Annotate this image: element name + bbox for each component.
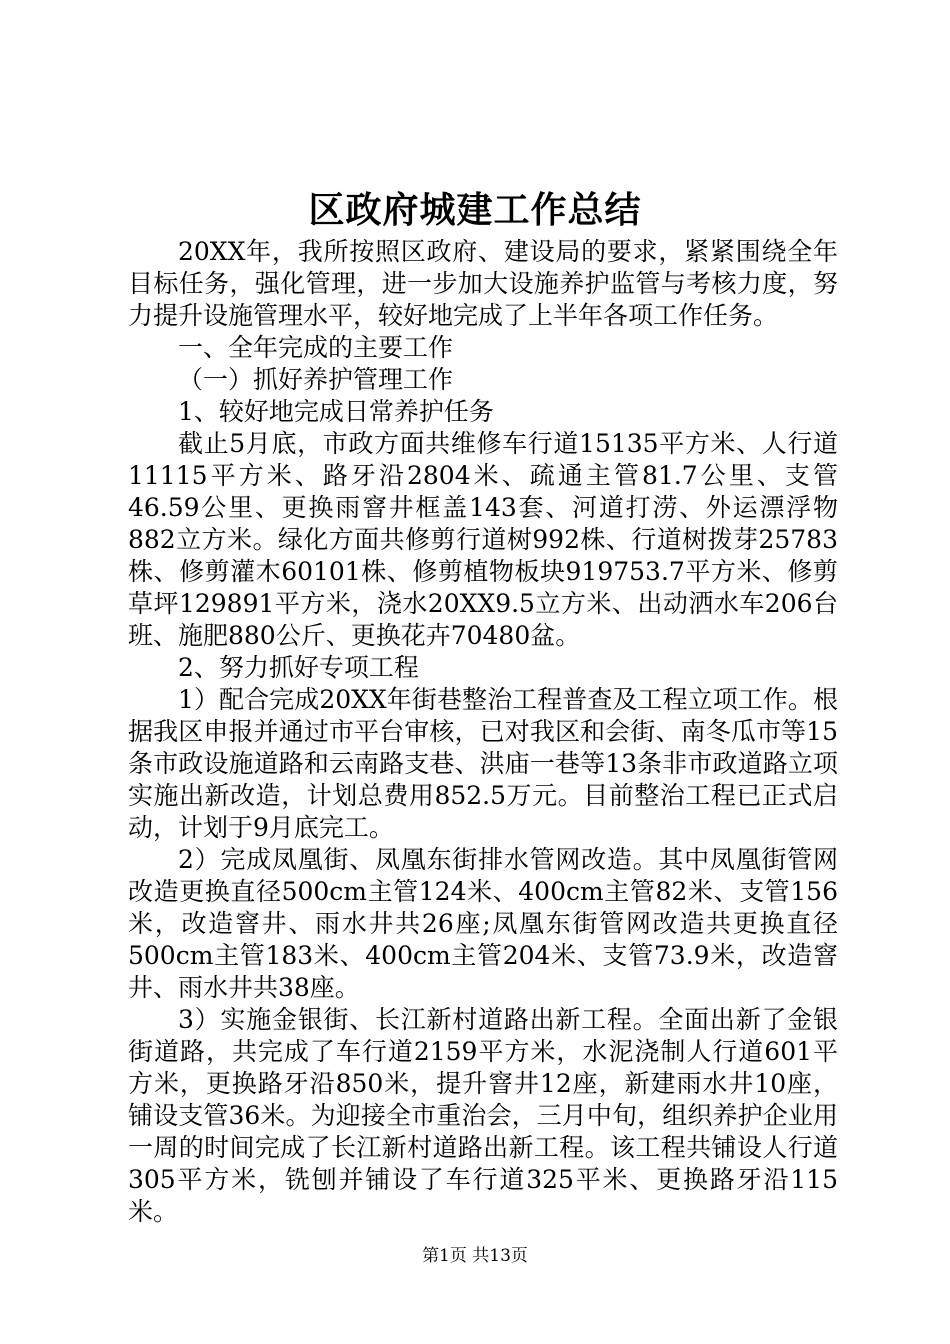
heading-special-projects: 2、努力抓好专项工程 — [178, 653, 419, 682]
paragraph-project-2: 2）完成凤凰街、凤凰东街排水管网改造。其中凤凰街管网改造更换直径500cm主管124米、400cm主管82米、支管156米，改造窨井、雨水井共26座;凤凰东街管网改造共更换直径500cm主管183米、400cm主管204米、支管73.9米，改造窨井、雨水井共38座。 — [128, 845, 838, 1002]
paragraph-project-3: 3）实施金银街、长江新村道路出新工程。全面出新了金银街道路，共完成了车行道2159平方米，水泥浇制人行道601平方米，更换路牙沿850米，提升窨井12座，新建雨水井10座，铺设支管36米。为迎接全市重治会，三月中旬，组织养护企业用一周的时间完成了长江新村道路出新工程。该工程共铺设人行道305平方米，铣刨并铺设了车行道325平米、更换路牙沿115米。 — [128, 1005, 838, 1226]
document-body — [128, 236, 838, 1228]
paragraph-intro: 20XX年，我所按照区政府、建设局的要求，紧紧围绕全年目标任务，强化管理，进一步加大设施养护监管与考核力度，努力提升设施管理水平，较好地完成了上半年各项工作任务。 — [128, 237, 838, 330]
paragraph-project-1: 1）配合完成20XX年街巷整治工程普查及工程立项工作。根据我区申报并通过市平台审核，已对我区和会街、南冬瓜市等15条市政设施道路和云南路支巷、洪庙一巷等13条非市政道路立项实施出新改造，计划总费用852.5万元。目前整治工程已正式启动，计划于9月底完工。 — [128, 685, 838, 842]
heading-daily-tasks: 1、较好地完成日常养护任务 — [178, 397, 494, 426]
paragraph-daily-tasks: 截止5月底，市政方面共维修车行道15135平方米、人行道11115平方米、路牙沿2804米、疏通主管81.7公里、支管46.59公里、更换雨窨井框盖143套、河道打涝、外运漂浮物882立方米。绿化方面共修剪行道树992株、行道树拨芽25783株、修剪灌木60101株、修剪植物板块919753.7平方米、修剪草坪129891平方米，浇水20XX9.5立方米、出动洒水车206台班、施肥880公斤、更换花卉70480盆。 — [128, 429, 838, 650]
heading-main-work: 一、全年完成的主要工作 — [178, 333, 454, 362]
document-title: 区政府城建工作总结 — [308, 189, 642, 231]
heading-maintenance: （一）抓好养护管理工作 — [178, 365, 454, 394]
page-footer: 第1页 共13页 — [422, 1246, 528, 1266]
